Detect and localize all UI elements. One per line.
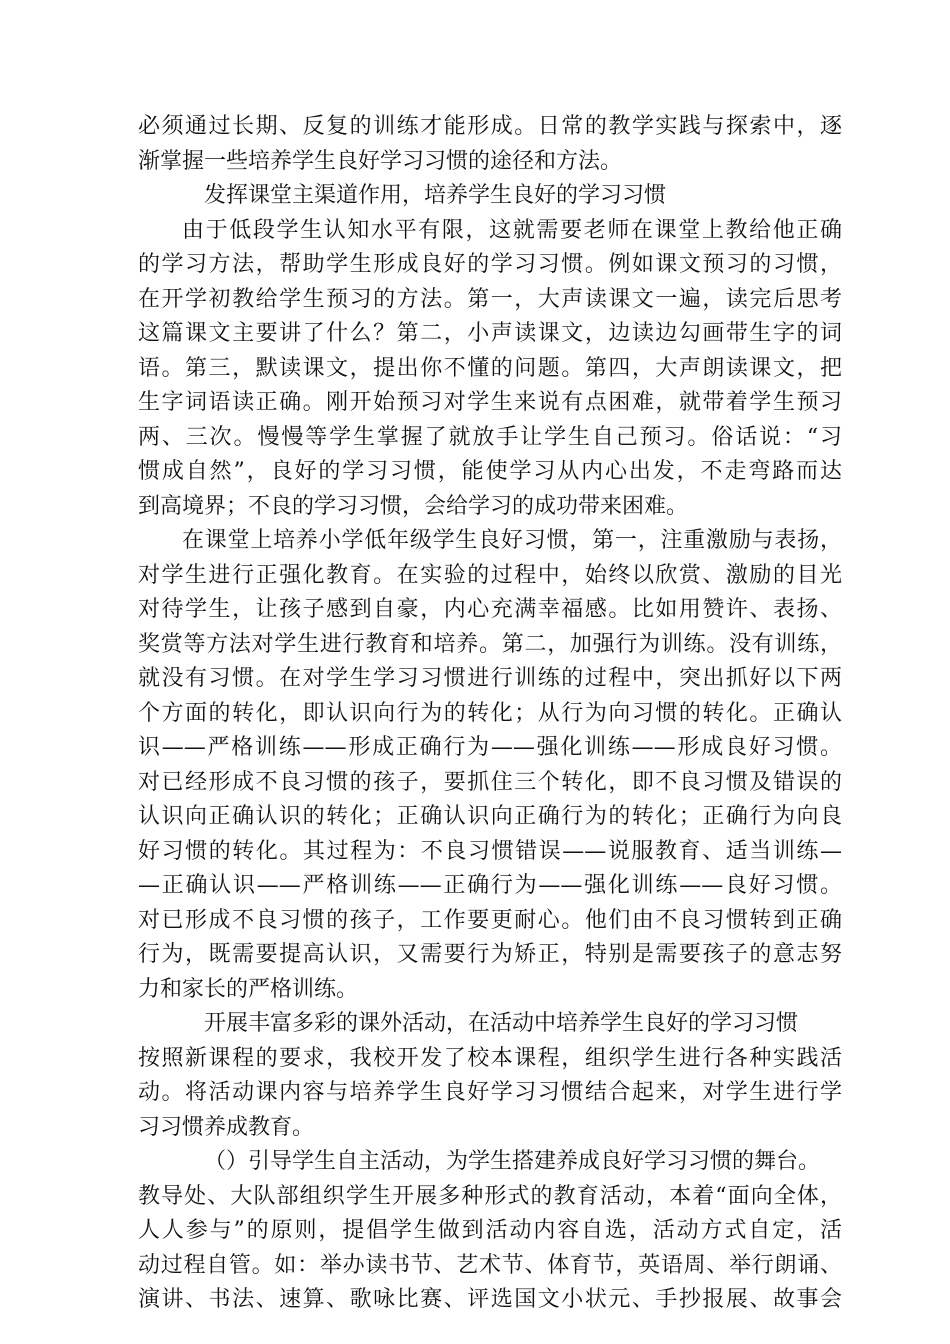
text-line: 就没有习惯。在对学生学习习惯进行训练的过程中，突出抓好以下两 — [138, 666, 842, 691]
text-line: 按照新课程的要求，我校开发了校本课程，组织学生进行各种实践活 — [138, 1045, 842, 1071]
text-line: 个方面的转化，即认识向行为的转化；从行为向习惯的转化。正确认 — [138, 700, 842, 726]
text-line: 人人参与”的原则，提倡学生做到活动内容自选，活动方式自定，活 — [138, 1218, 842, 1243]
text-line: 生字词语读正确。刚开始预习对学生来说有点困难，就带着学生预习 — [138, 390, 842, 415]
paragraph-start: 由于低段学生认知水平有限，这就需要老师在课堂上教给他正确 — [182, 217, 842, 243]
text-line: —正确认识——严格训练——正确行为——强化训练——良好习惯。 — [138, 873, 842, 898]
text-line: 语。第三，默读课文，提出你不懂的问题。第四，大声朗读课文，把 — [138, 355, 842, 381]
text-line: 对待学生，让孩子感到自豪，内心充满幸福感。比如用赞许、表扬、 — [138, 597, 842, 622]
text-line: 力和家长的严格训练。 — [138, 976, 359, 1002]
text-line: 动过程自管。如：举办读书节、艺术节、体育节，英语周、举行朗诵、 — [138, 1252, 842, 1278]
text-line: 必须通过长期、反复的训练才能形成。日常的教学实践与探索中，逐 — [138, 114, 842, 139]
text-line: 对学生进行正强化教育。在实验的过程中，始终以欣赏、激励的目光 — [138, 562, 842, 588]
text-line: 到高境界；不良的学习习惯，会给学习的成功带来困难。 — [138, 493, 689, 519]
text-line: 教导处、大队部组织学生开展多种形式的教育活动，本着“面向全体， — [138, 1183, 842, 1209]
subsection-heading: （）引导学生自主活动，为学生搭建养成良好学习习惯的舞台。 — [204, 1149, 821, 1174]
section-heading: 开展丰富多彩的课外活动，在活动中培养学生良好的学习习惯 — [204, 1011, 799, 1036]
text-line: 对已经形成不良习惯的孩子，要抓住三个转化，即不良习惯及错误的 — [138, 769, 842, 795]
text-line: 对已形成不良习惯的孩子，工作要更耐心。他们由不良习惯转到正确 — [138, 907, 842, 933]
text-line: 惯成自然”，良好的学习习惯，能使学习从内心出发，不走弯路而达 — [138, 459, 842, 484]
text-line: 这篇课文主要讲了什么？第二，小声读课文，边读边勾画带生字的词 — [138, 321, 842, 346]
document-body — [138, 110, 842, 1318]
text-line: 渐掌握一些培养学生良好学习习惯的途径和方法。 — [138, 148, 623, 174]
text-line: 两、三次。慢慢等学生掌握了就放手让学生自己预习。俗话说：“习 — [138, 424, 842, 450]
text-line: 在开学初教给学生预习的方法。第一，大声读课文一遍，读完后思考 — [138, 286, 842, 312]
text-line: 识——严格训练——形成正确行为——强化训练——形成良好习惯。 — [138, 735, 842, 760]
text-line: 认识向正确认识的转化；正确认识向正确行为的转化；正确行为向良 — [138, 804, 842, 829]
text-line: 的学习方法，帮助学生形成良好的学习习惯。例如课文预习的习惯， — [138, 252, 842, 277]
text-line: 行为，既需要提高认识，又需要行为矫正，特别是需要孩子的意志努 — [138, 942, 842, 967]
text-line: 动。将活动课内容与培养学生良好学习习惯结合起来，对学生进行学 — [138, 1080, 842, 1105]
text-line: 好习惯的转化。其过程为：不良习惯错误——说服教育、适当训练— — [138, 838, 842, 864]
section-heading: 发挥课堂主渠道作用，培养学生良好的学习习惯 — [204, 183, 667, 208]
text-line: 演讲、书法、速算、歌咏比赛、评选国文小状元、手抄报展、故事会 — [138, 1287, 842, 1312]
paragraph-start: 在课堂上培养小学低年级学生良好习惯，第一，注重激励与表扬， — [182, 528, 842, 553]
text-line: 习习惯养成教育。 — [138, 1114, 315, 1140]
text-line: 奖赏等方法对学生进行教育和培养。第二，加强行为训练。没有训练， — [138, 631, 842, 657]
